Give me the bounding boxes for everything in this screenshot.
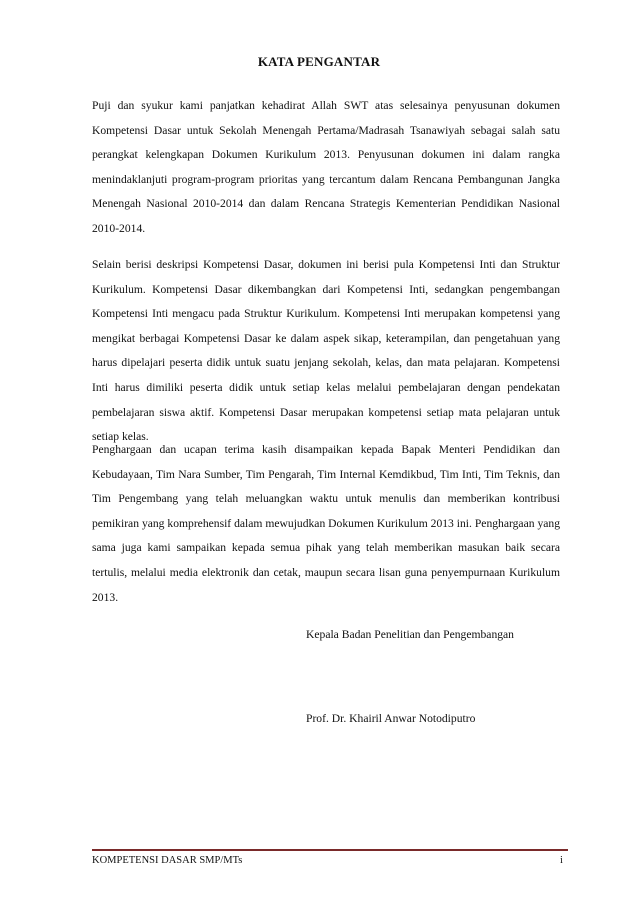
page-title: KATA PENGANTAR	[257, 54, 381, 69]
footer-page-number: i	[560, 855, 563, 866]
signature-name: Prof. Dr. Khairil Anwar Notodiputro	[306, 712, 476, 725]
paragraph-content: Selain berisi deskripsi Kompetensi Dasar, dokumen ini berisi pula Kompetensi Inti dan Struktur Kurikulum. Kompetensi Dasar dikembangkan dari Kompetensi Inti, sedangkan pengembangan Kompetensi Inti mengacu pada Struktur Kurikulum. Kompetensi Inti merupakan kompetensi yang mengikat berbagai Kompetensi Dasar ke dalam aspek sikap, keterampilan, dan pengetahuan yang harus dipelajari peserta didik untuk suatu jenjang sekolah, kelas, dan mata pelajaran. Kompetensi Inti harus dimiliki peserta didik untuk setiap kelas melalui pembelajaran dengan pendekatan pembelajaran siswa aktif. Kompetensi Dasar merupakan kompetensi setiap mata pelajaran untuk setiap kelas.	[92, 258, 560, 444]
paragraph-intro: Puji dan syukur kami panjatkan kehadirat Allah SWT atas selesainya penyusunan dokumen Kompetensi Dasar untuk Sekolah Menengah Pertama/Madrasah Tsanawiyah sebagai salah satu perangkat kelengkapan Dokumen Kurikulum 2013. Penyusunan dokumen ini dalam rangka menindaklanjuti program-program prioritas yang tercantum dalam Rencana Pembangunan Jangka Menengah Nasional 2010-2014 dan dalam Rencana Strategis Kementerian Pendidikan Nasional 2010-2014.	[92, 99, 560, 235]
footer-divider	[92, 849, 568, 851]
footer-document-label: KOMPETENSI DASAR SMP/MTs	[92, 855, 243, 866]
signature-position: Kepala Badan Penelitian dan Pengembangan	[306, 628, 514, 641]
paragraph-acknowledgement: Penghargaan dan ucapan terima kasih disampaikan kepada Bapak Menteri Pendidikan dan Kebudayaan, Tim Nara Sumber, Tim Pengarah, Tim Internal Kemdikbud, Tim Inti, Tim Teknis, dan Tim Pengembang yang telah meluangkan waktu untuk menulis dan memberikan kontribusi pemikiran yang komprehensif dalam mewujudkan Dokumen Kurikulum 2013 ini. Penghargaan yang sama juga kami sampaikan kepada semua pihak yang telah memberikan masukan baik secara tertulis, melalui media elektronik dan cetak, maupun secara lisan guna penyempurnaan Kurikulum 2013.	[92, 443, 560, 604]
